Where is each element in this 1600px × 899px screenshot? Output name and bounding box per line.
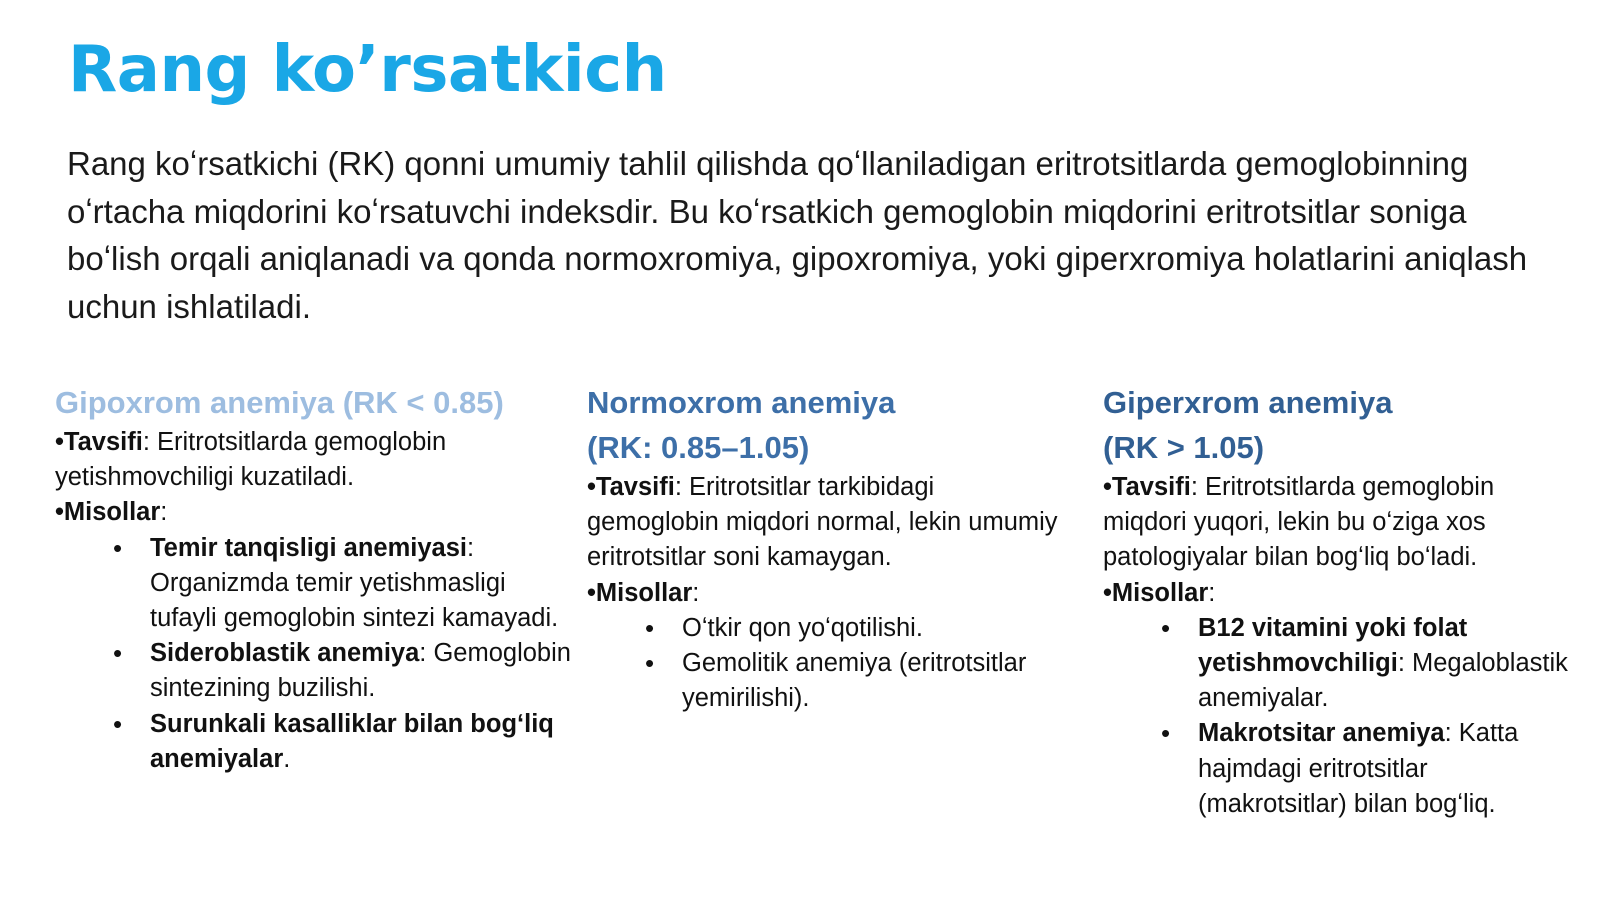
description-text: : Eritrotsitlarda gemoglobin miqdori yuqori, lekin bu oʻziga xos patologiyalar bilan bogʻliq boʻladi. — [1103, 473, 1495, 572]
list-item: • Makrotsitar anemiya: Katta hajmdagi eritrotsitlar (makrotsitlar) bilan bogʻliq. — [1161, 718, 1519, 818]
bullet-icon: • — [113, 708, 123, 739]
list-item: • Surunkali kasalliklar bilan bogʻliq anemiyalar. — [113, 708, 554, 773]
bullet-icon: • — [113, 532, 123, 563]
description — [1103, 470, 1573, 576]
column-heading: Normoxrom anemiya (RK: 0.85–1.05) — [587, 385, 896, 465]
list-item: • Gemolitik anemiya (eritrotsitlar yemirilishi). — [645, 648, 1027, 713]
description — [587, 470, 1067, 576]
examples-heading: •Misollar: — [1103, 578, 1216, 607]
examples-list — [587, 611, 1067, 717]
column-hyperchromic — [1103, 380, 1573, 822]
bullet-icon: • — [113, 638, 123, 669]
examples-list — [55, 531, 575, 777]
bullet-icon: • — [645, 648, 655, 679]
examples-heading: •Misollar: — [55, 498, 168, 527]
description-label: •Tavsifi — [55, 428, 143, 456]
examples-list — [1103, 611, 1573, 822]
list-item: • Temir tanqisligi anemiyasi: Organizmda temir yetishmasligi tufayli gemoglobin sintezi kamayadi. — [113, 532, 559, 633]
list-item: • Oʻtkir qon yoʻqotilishi. — [587, 611, 1067, 646]
description — [55, 425, 575, 495]
examples-label: •Misollar — [1103, 578, 1209, 607]
examples-label: •Misollar — [55, 498, 161, 527]
column-heading: Gipoxrom anemiya (RK < 0.85) — [55, 385, 504, 420]
bullet-icon: • — [645, 612, 655, 643]
column-normochromic — [587, 380, 1067, 716]
list-item: • B12 vitamini yoki folat yetishmovchiligi: Megaloblastik anemiyalar. — [1161, 612, 1568, 713]
column-hypochromic — [55, 380, 575, 777]
description-label: •Tavsifi — [1103, 473, 1191, 501]
description-text: : Eritrotsitlarda gemoglobin yetishmovchiligi kuzatiladi. — [55, 428, 447, 492]
slide-title: Rang ko’rsatkich — [68, 33, 667, 107]
list-item: • Sideroblastik anemiya: Gemoglobin sintezining buzilishi. — [113, 638, 571, 703]
examples-heading: •Misollar: — [587, 578, 700, 607]
intro-paragraph: Rang koʻrsatkichi (RK) qonni umumiy tahlil qilishda qoʻllaniladigan eritrotsitlarda gemoglobinning oʻrtacha miqdorini koʻrsatuvchi indeksdir. Bu koʻrsatkich gemoglobin miqdorini eritrotsitlar soniga boʻlish orqali aniqlanadi va qonda normoxromiya, gipoxromiya, yoki giperxromiya holatlarini aniqlash uchun ishlatiladi. — [67, 145, 1528, 325]
description-text: : Eritrotsitlar tarkibidagi gemoglobin miqdori normal, lekin umumiy eritrotsitlar soni kamaygan. — [587, 473, 1058, 572]
column-heading: Giperxrom anemiya (RK > 1.05) — [1103, 385, 1393, 465]
bullet-icon: • — [1161, 718, 1171, 749]
examples-label: •Misollar — [587, 578, 693, 607]
description-label: •Tavsifi — [587, 473, 675, 501]
bullet-icon: • — [1161, 612, 1171, 643]
